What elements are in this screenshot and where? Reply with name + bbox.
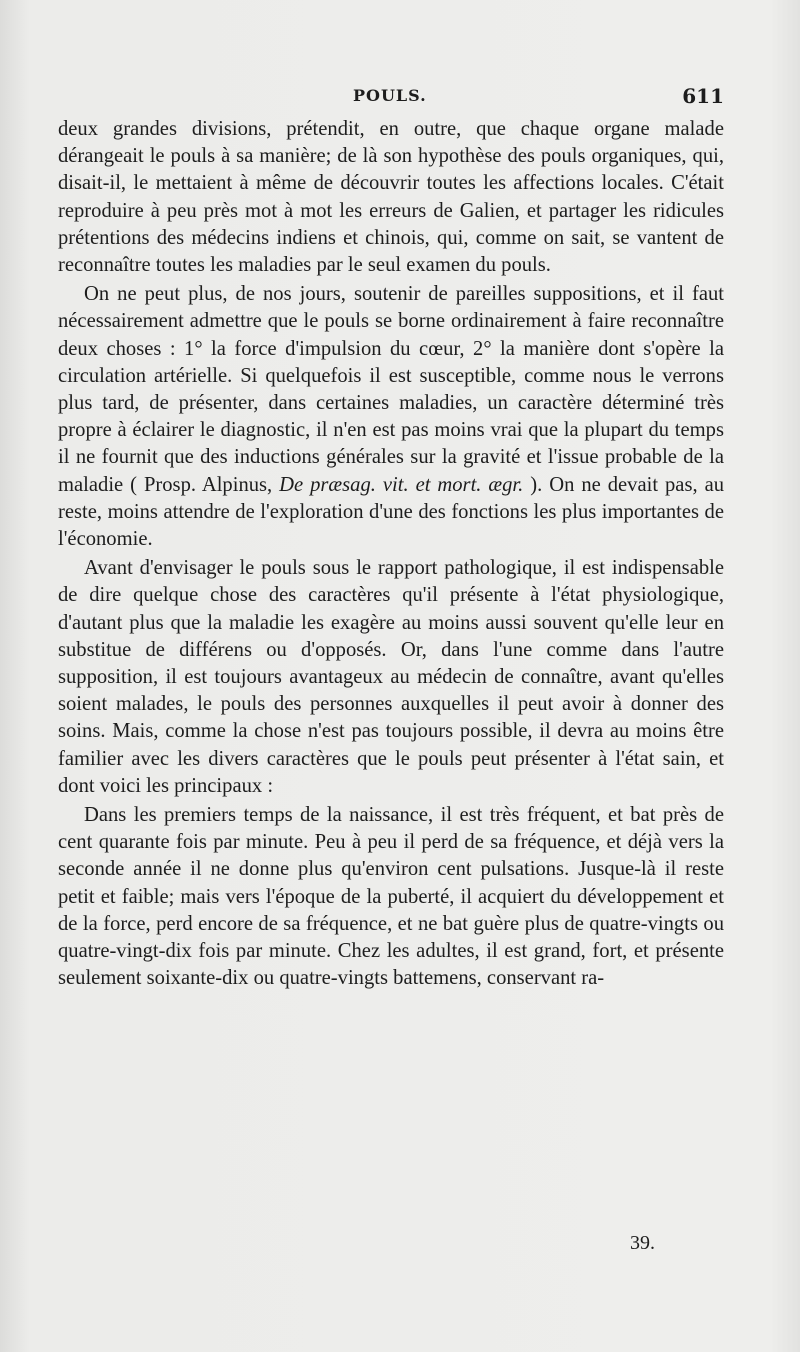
paragraph-text: ). On ne devait pas, au reste, moins attendre de l'exploration d'une des fonctions les plus importantes de l'économie. xyxy=(58,473,725,551)
paragraph: Dans les premiers temps de la naissance, il est très fréquent, et bat près de cent quarante fois par minute. Peu à peu il perd de sa fréquence, et déjà vers la seconde année il ne donne plus qu'environ cent pulsations. Jusque-là il reste petit et faible; mais vers l'époque de la puberté, il acquiert du développement et de la force, perd encore de sa fréquence, et ne bat guère plus de quatre-vingts ou quatre-vingt-dix fois par minute. Chez les adultes, il est grand, fort, et présente seulement soixante-dix ou quatre-vingts battemens, conservant ra- xyxy=(58,804,724,990)
running-title: POULS. xyxy=(353,86,427,105)
paragraph: deux grandes divisions, prétendit, en outre, que chaque organe malade dérangeait le pouls à sa manière; de là son hypothèse des pouls organiques, qui, disait-il, le mettaient à même de découvrir toutes les affections locales. C'était reproduire à peu près mot à mot les erreurs de Galien, et partager les ridicules prétentions des médecins indiens et chinois, qui, comme on sait, se vantent de reconnaître toutes les maladies par le seul examen du pouls. xyxy=(58,118,724,277)
paragraph-text: On ne peut plus, de nos jours, soutenir de pareilles suppositions, et il faut nécessairement admettre que le pouls se borne ordinairement à faire reconnaître deux choses : 1° la force d'impulsion du cœur, 2° la manière dont s'opère la circulation artérielle. Si quelquefois il est susceptible, comme nous le verrons plus tard, de présenter, dans certaines maladies, un caractère déterminé très propre à éclairer le diagnostic, il n'en est pas moins vrai que la plupart du temps il ne fournit que des inductions générales sur la gravité et l'issue probable de la maladie ( Prosp. Alpinus, xyxy=(58,283,724,496)
paragraph: Avant d'envisager le pouls sous le rapport pathologique, il est indispensable de dire quelque chose des caractères qu'il présente à l'état physiologique, d'autant plus que la maladie les exagère au moins aussi souvent qu'elle leur en substitue de différens ou d'opposés. Or, dans l'une comme dans l'autre supposition, il est toujours avantageux au médecin de connaître, avant qu'elles soient malades, le pouls des personnes auxquelles il peut avoir à donner des soins. Mais, comme la chose n'est pas toujours possible, il devra au moins être familier avec les divers caractères que le pouls peut présenter à l'état sain, et dont voici les principaux : xyxy=(58,557,724,797)
page-header xyxy=(58,84,724,110)
signature-mark: 39. xyxy=(630,1232,655,1254)
paragraph xyxy=(58,281,724,553)
body-text xyxy=(58,116,724,995)
citation-title: De præsag. vit. et mort. ægr. xyxy=(279,473,524,496)
page-number: 611 xyxy=(682,84,724,108)
